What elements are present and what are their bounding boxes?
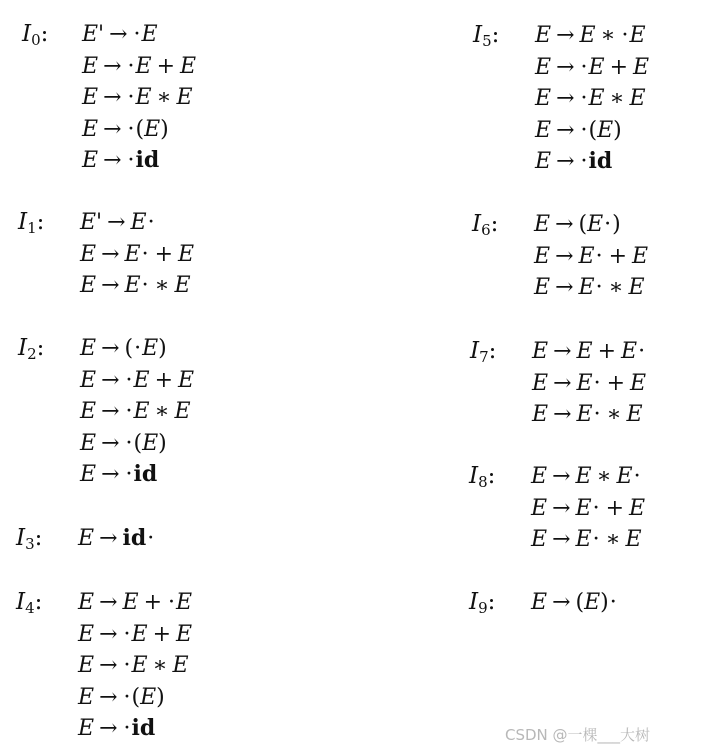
- set-label-subscript: 5: [482, 32, 492, 50]
- operator: ∗: [606, 402, 622, 427]
- item-lhs: E: [78, 590, 95, 615]
- lr-item: [534, 209, 648, 241]
- nonterminal: E: [180, 53, 197, 79]
- lr-item: [535, 146, 649, 178]
- lr-item: [78, 587, 192, 619]
- item-dot: ·: [593, 370, 601, 396]
- item-set-label: [469, 587, 495, 624]
- nonterminal: E: [576, 339, 593, 364]
- nonterminal: E: [176, 590, 193, 615]
- set-label-letter: I: [16, 525, 26, 551]
- paren: ): [158, 430, 167, 456]
- set-label-subscript: 1: [27, 219, 37, 237]
- item-set-label: [18, 333, 44, 370]
- production-arrow: →: [99, 716, 118, 741]
- item-lhs: E: [531, 590, 548, 615]
- lr-item: [82, 51, 196, 83]
- nonterminal: E: [178, 241, 195, 267]
- paren: ): [612, 212, 621, 237]
- paren: ): [160, 116, 169, 142]
- item-set-label: [470, 336, 496, 373]
- lr-item: [80, 239, 194, 271]
- paren: ): [156, 684, 165, 710]
- terminal-id: id: [588, 148, 613, 174]
- set-label-letter: I: [22, 21, 32, 47]
- item-lhs: E: [78, 684, 95, 710]
- lr-item: [531, 461, 645, 493]
- production-arrow: →: [103, 53, 122, 79]
- item-dot: ·: [125, 430, 133, 456]
- lr-item: [80, 396, 194, 428]
- item-lhs: E: [82, 148, 99, 173]
- item-list: [78, 523, 155, 555]
- item-lhs: E: [78, 621, 95, 647]
- item-lhs: E: [532, 370, 549, 396]
- operator: ∗: [608, 275, 624, 300]
- set-label-subscript: 8: [478, 473, 488, 491]
- production-arrow: →: [101, 367, 120, 393]
- nonterminal: E: [588, 54, 605, 80]
- nonterminal: E: [135, 85, 152, 110]
- nonterminal: E: [576, 370, 593, 396]
- set-label-colon: :: [36, 335, 45, 361]
- lr-item: [531, 587, 618, 619]
- item-list: [80, 207, 194, 302]
- item-lhs: E: [532, 402, 549, 427]
- item-dot: ·: [123, 653, 131, 678]
- production-arrow: →: [101, 462, 120, 487]
- lr-item: [80, 365, 194, 397]
- set-label-letter: I: [16, 589, 26, 615]
- item-lhs: E: [80, 336, 97, 361]
- operator: ∗: [152, 653, 168, 678]
- item-dot: ·: [127, 116, 135, 142]
- paren: ): [600, 590, 609, 615]
- lr-item: [531, 493, 645, 525]
- lr-item: [534, 241, 648, 273]
- production-arrow: →: [555, 275, 574, 300]
- item-lhs: E: [535, 23, 552, 48]
- production-arrow: →: [99, 590, 118, 615]
- item-dot: ·: [147, 526, 155, 551]
- item-lhs: E: [82, 85, 99, 110]
- lr-item: [532, 336, 646, 368]
- set-label-subscript: 3: [25, 535, 35, 553]
- item-set-label: [472, 209, 498, 246]
- nonterminal: E: [630, 370, 647, 396]
- item-lhs: E: [531, 495, 548, 521]
- production-arrow: →: [107, 210, 126, 235]
- item-dot: ·: [134, 336, 142, 361]
- item-dot: ·: [592, 495, 600, 521]
- nonterminal: E: [131, 621, 148, 647]
- item-dot: ·: [141, 273, 149, 298]
- lr-item: [78, 682, 192, 714]
- operator: +: [608, 243, 627, 269]
- paren: ): [613, 117, 622, 143]
- terminal-id: id: [133, 461, 158, 487]
- item-dot: ·: [595, 243, 603, 269]
- item-set-label: [18, 207, 44, 244]
- item-dot: ·: [125, 367, 133, 393]
- nonterminal: E: [141, 22, 158, 47]
- item-dot: ·: [604, 212, 612, 237]
- item-lhs: E: [78, 716, 95, 741]
- operator: ∗: [156, 85, 172, 110]
- item-lhs: E: [535, 86, 552, 111]
- terminal-id: id: [122, 525, 147, 551]
- item-dot: ·: [141, 241, 149, 267]
- operator: ∗: [596, 464, 612, 489]
- paren: (: [133, 430, 143, 456]
- nonterminal: E: [578, 275, 595, 300]
- production-arrow: →: [555, 243, 574, 269]
- production-arrow: →: [101, 241, 120, 267]
- set-label-colon: :: [487, 589, 496, 615]
- item-lhs: E: [534, 275, 551, 300]
- item-dot: ·: [127, 148, 135, 173]
- item-dot: ·: [123, 716, 131, 741]
- nonterminal: E: [178, 367, 195, 393]
- production-arrow: →: [109, 22, 128, 47]
- production-arrow: →: [101, 399, 120, 424]
- nonterminal: E: [124, 273, 141, 298]
- item-dot: ·: [609, 590, 617, 615]
- operator: +: [156, 53, 175, 79]
- nonterminal: E: [616, 464, 633, 489]
- item-dot: ·: [123, 684, 131, 710]
- terminal-id: id: [131, 715, 156, 741]
- nonterminal: E: [579, 23, 596, 48]
- paren: (: [135, 116, 145, 142]
- item-list: [82, 19, 196, 177]
- nonterminal: E: [632, 243, 649, 269]
- production-arrow: →: [556, 23, 575, 48]
- nonterminal: E: [578, 243, 595, 269]
- production-arrow: →: [103, 116, 122, 142]
- lr-item: [80, 270, 194, 302]
- item-set-label: [16, 587, 42, 624]
- item-lhs: E: [82, 116, 99, 142]
- lr-item: [532, 399, 646, 431]
- item-lhs: E: [535, 149, 552, 174]
- production-arrow: →: [103, 85, 122, 110]
- item-list: [532, 336, 646, 431]
- lr-item: [80, 207, 194, 239]
- production-arrow: →: [553, 370, 572, 396]
- lr-item: [82, 19, 196, 51]
- set-label-subscript: 9: [478, 599, 488, 617]
- item-dot: ·: [580, 149, 588, 174]
- nonterminal: E: [575, 464, 592, 489]
- item-lhs: E: [535, 54, 552, 80]
- item-dot: ·: [593, 402, 601, 427]
- item-dot: ·: [633, 464, 641, 489]
- lr-item: [80, 459, 194, 491]
- nonterminal: E: [174, 273, 191, 298]
- set-label-letter: I: [469, 589, 479, 615]
- set-label-colon: :: [491, 22, 500, 48]
- item-list: [78, 587, 192, 745]
- item-dot: ·: [123, 621, 131, 647]
- set-label-colon: :: [36, 209, 45, 235]
- production-arrow: →: [552, 495, 571, 521]
- nonterminal: E: [628, 275, 645, 300]
- operator: +: [154, 241, 173, 267]
- production-arrow: →: [101, 273, 120, 298]
- item-lhs: E: [531, 527, 548, 552]
- lr-item: [80, 333, 194, 365]
- production-arrow: →: [99, 621, 118, 647]
- item-list: [534, 209, 648, 304]
- production-arrow: →: [556, 117, 575, 143]
- watermark: CSDN @一棵___大树: [505, 726, 651, 744]
- nonterminal: E: [587, 212, 604, 237]
- item-lhs: E: [82, 53, 99, 79]
- item-lhs: E: [535, 117, 552, 143]
- nonterminal: E: [633, 54, 650, 80]
- nonterminal: E: [626, 402, 643, 427]
- production-arrow: →: [99, 653, 118, 678]
- set-label-letter: I: [473, 22, 483, 48]
- operator: +: [597, 339, 616, 364]
- lr-item: [78, 650, 192, 682]
- lr-item: [78, 619, 192, 651]
- nonterminal: E: [621, 339, 638, 364]
- item-set-label: [469, 461, 495, 498]
- lr-item: [535, 83, 649, 115]
- lr-item: [82, 82, 196, 114]
- operator: +: [143, 590, 162, 615]
- paren: (: [124, 336, 134, 361]
- operator: +: [606, 370, 625, 396]
- lr-item: [78, 713, 192, 745]
- set-label-colon: :: [34, 525, 43, 551]
- item-dot: ·: [595, 275, 603, 300]
- item-dot: ·: [592, 527, 600, 552]
- nonterminal: E: [629, 495, 646, 521]
- production-arrow: →: [99, 526, 118, 551]
- item-dot: ·: [125, 462, 133, 487]
- nonterminal: E: [575, 495, 592, 521]
- set-label-colon: :: [487, 463, 496, 489]
- lr-item: [535, 115, 649, 147]
- item-list: [531, 587, 618, 619]
- lr-item: [535, 20, 649, 52]
- item-dot: ·: [168, 590, 175, 615]
- nonterminal: E: [176, 621, 193, 647]
- production-arrow: →: [556, 54, 575, 80]
- item-list: [80, 333, 194, 491]
- nonterminal: E: [625, 527, 642, 552]
- production-arrow: →: [101, 336, 120, 361]
- production-arrow: →: [556, 149, 575, 174]
- operator: +: [154, 367, 173, 393]
- item-lhs: E: [532, 339, 549, 364]
- item-set-label: [473, 20, 499, 57]
- paren: (: [575, 590, 585, 615]
- production-arrow: →: [101, 430, 120, 456]
- operator: +: [152, 621, 171, 647]
- item-dot: ·: [127, 53, 135, 79]
- nonterminal: E: [122, 590, 139, 615]
- lr-item: [534, 272, 648, 304]
- paren: (: [588, 117, 598, 143]
- item-set-label: [16, 523, 42, 560]
- set-label-colon: :: [490, 211, 499, 237]
- lr-item: [531, 524, 645, 556]
- nonterminal: E: [588, 86, 605, 111]
- set-label-colon: :: [40, 21, 49, 47]
- production-arrow: →: [103, 148, 122, 173]
- set-label-subscript: 7: [479, 348, 489, 366]
- production-arrow: →: [552, 464, 571, 489]
- nonterminal: E: [584, 590, 601, 615]
- nonterminal: E: [629, 23, 646, 48]
- item-lhs: E: [80, 241, 97, 267]
- operator: ∗: [600, 23, 616, 48]
- set-label-letter: I: [18, 335, 28, 361]
- nonterminal: E: [142, 336, 159, 361]
- nonterminal: E: [130, 210, 147, 235]
- set-label-subscript: 0: [31, 31, 41, 49]
- item-lhs: E: [534, 212, 551, 237]
- paren: ): [158, 336, 167, 361]
- production-arrow: →: [552, 590, 571, 615]
- paren: (: [131, 684, 141, 710]
- item-lhs: E: [80, 430, 97, 456]
- item-lhs: E: [80, 462, 97, 487]
- production-arrow: →: [553, 402, 572, 427]
- nonterminal: E: [140, 684, 157, 710]
- nonterminal: E: [142, 430, 159, 456]
- set-label-colon: :: [488, 338, 497, 364]
- terminal-id: id: [135, 147, 160, 173]
- operator: ∗: [609, 86, 625, 111]
- operator: ∗: [154, 273, 170, 298]
- item-lhs: E': [80, 210, 103, 235]
- item-lhs: E: [78, 653, 95, 678]
- set-label-subscript: 4: [25, 599, 35, 617]
- nonterminal: E: [172, 653, 189, 678]
- nonterminal: E: [576, 402, 593, 427]
- item-lhs: E: [534, 243, 551, 269]
- operator: ∗: [154, 399, 170, 424]
- item-lhs: E: [531, 464, 548, 489]
- paren: (: [578, 212, 588, 237]
- item-dot: ·: [125, 399, 133, 424]
- nonterminal: E: [133, 367, 150, 393]
- item-dot: ·: [127, 85, 135, 110]
- lr-item: [82, 145, 196, 177]
- nonterminal: E: [629, 86, 646, 111]
- item-dot: ·: [133, 22, 141, 47]
- nonterminal: E: [131, 653, 148, 678]
- operator: +: [605, 495, 624, 521]
- set-label-subscript: 6: [481, 221, 491, 239]
- set-label-letter: I: [472, 211, 482, 237]
- item-dot: ·: [638, 339, 646, 364]
- lr-item: [80, 428, 194, 460]
- item-dot: ·: [580, 117, 588, 143]
- nonterminal: E: [176, 85, 193, 110]
- lr-item: [535, 52, 649, 84]
- production-arrow: →: [553, 339, 572, 364]
- production-arrow: →: [99, 684, 118, 710]
- item-lhs: E: [80, 367, 97, 393]
- item-lhs: E: [80, 399, 97, 424]
- production-arrow: →: [556, 86, 575, 111]
- item-list: [531, 461, 645, 556]
- nonterminal: E: [597, 117, 614, 143]
- item-set-label: [22, 19, 48, 56]
- item-lhs: E: [80, 273, 97, 298]
- item-dot: ·: [580, 86, 588, 111]
- nonterminal: E: [124, 241, 141, 267]
- production-arrow: →: [555, 212, 574, 237]
- nonterminal: E: [174, 399, 191, 424]
- nonterminal: E: [135, 53, 152, 79]
- nonterminal: E: [144, 116, 161, 142]
- operator: +: [609, 54, 628, 80]
- operator: ∗: [605, 527, 621, 552]
- set-label-letter: I: [18, 209, 28, 235]
- item-dot: ·: [621, 23, 629, 48]
- nonterminal: E: [133, 399, 150, 424]
- set-label-colon: :: [34, 589, 43, 615]
- set-label-letter: I: [470, 338, 480, 364]
- lr-item: [82, 114, 196, 146]
- item-lhs: E: [78, 526, 95, 551]
- item-lhs: E': [82, 22, 105, 47]
- production-arrow: →: [552, 527, 571, 552]
- item-dot: ·: [147, 210, 155, 235]
- item-list: [535, 20, 649, 178]
- set-label-subscript: 2: [27, 345, 37, 363]
- nonterminal: E: [575, 527, 592, 552]
- set-label-letter: I: [469, 463, 479, 489]
- lr-item: [78, 523, 155, 555]
- item-dot: ·: [580, 54, 588, 80]
- lr-item: [532, 368, 646, 400]
